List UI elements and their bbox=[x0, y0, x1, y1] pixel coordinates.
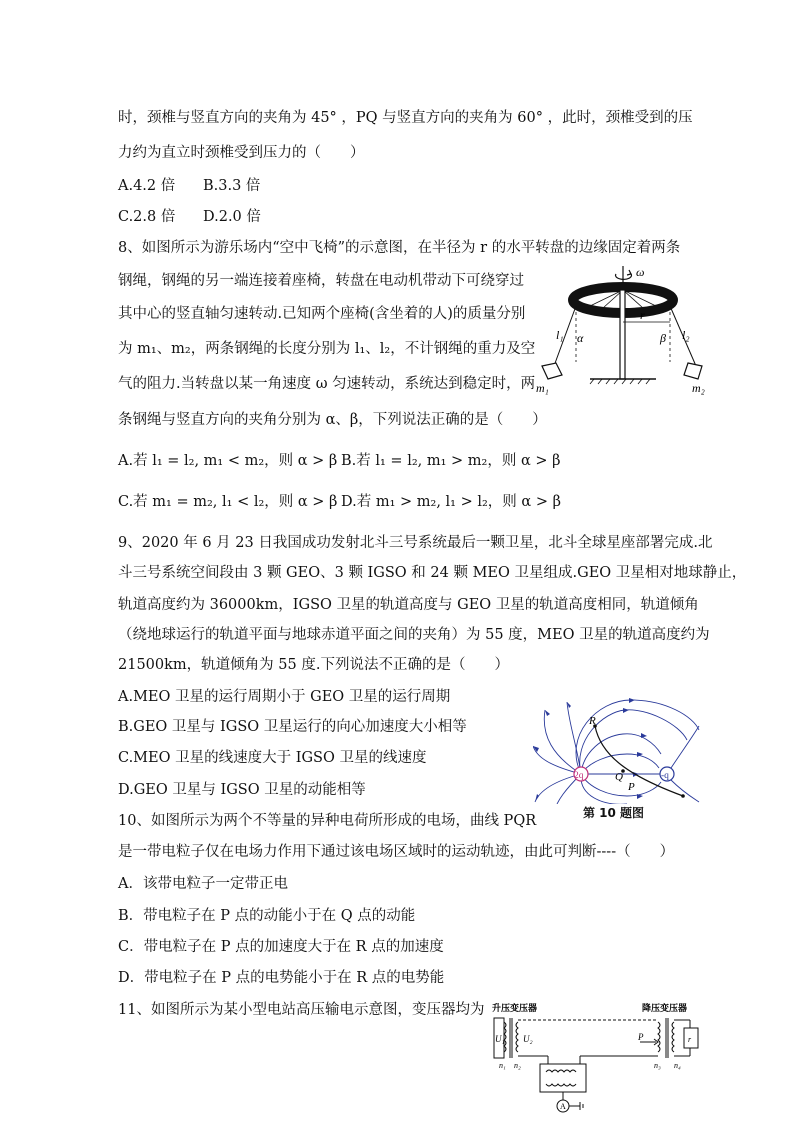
q10-option-c: C．带电粒子在 P 点的加速度大于在 R 点的加速度 bbox=[118, 939, 444, 955]
m2-label: m₂ bbox=[692, 381, 705, 395]
electric-field-figure bbox=[533, 696, 701, 804]
n3-label: n₃ bbox=[654, 1061, 661, 1070]
positive-charge-label: 2q bbox=[574, 771, 584, 781]
figure-10-caption: 第 10 题图 bbox=[583, 806, 645, 820]
flying-chairs-figure bbox=[532, 262, 716, 397]
q10-line-1: 10、如图所示为两个不等量的异种电荷所形成的电场，曲线 PQR bbox=[118, 813, 537, 829]
q7-option-b: B.3.3 倍 bbox=[203, 178, 261, 194]
q9-option-b: B.GEO 卫星与 IGSO 卫星运行的向心加速度大小相等 bbox=[118, 719, 467, 735]
q7-option-d: D.2.0 倍 bbox=[203, 209, 261, 225]
q7-option-a: A.4.2 倍 bbox=[118, 178, 176, 194]
q8-line-5: 气的阻力.当转盘以某一角速度 ω 匀速转动，系统达到稳定时，两 bbox=[118, 376, 536, 392]
power-transmission-figure bbox=[490, 1000, 704, 1120]
m1-label: m₁ bbox=[536, 381, 549, 395]
q8-option-a: A.若 l₁ = l₂, m₁ < m₂，则 α > β bbox=[118, 453, 338, 469]
q8-line-2: 钢绳，钢绳的另一端连接着座椅，转盘在电动机带动下可绕穿过 bbox=[118, 273, 524, 289]
point-p-label: P bbox=[628, 781, 635, 793]
q8-line-3: 其中心的竖直轴匀速转动.已知两个座椅(含坐着的人)的质量分别 bbox=[118, 306, 526, 322]
q8-option-d: D.若 m₁ > m₂, l₁ > l₂，则 α > β bbox=[341, 494, 561, 510]
seat-right bbox=[684, 363, 702, 379]
omega-label: ω bbox=[636, 265, 645, 279]
alpha-label: α bbox=[577, 331, 584, 345]
q10-option-a: A．该带电粒子一定带正电 bbox=[118, 876, 288, 892]
negative-charge-label: -q bbox=[661, 771, 669, 781]
ammeter-label: A bbox=[560, 1102, 566, 1111]
step-up-label: 升压变压器 bbox=[492, 1003, 538, 1013]
beta-label: β bbox=[660, 331, 666, 345]
n2-label: n₂ bbox=[514, 1061, 521, 1070]
q7-option-c: C.2.8 倍 bbox=[118, 209, 176, 225]
central-pole bbox=[620, 290, 625, 379]
q8-option-c: C.若 m₁ = m₂, l₁ < l₂，则 α > β bbox=[118, 494, 338, 510]
l1-label: l₁ bbox=[556, 328, 564, 342]
q10-line-2: 是一带电粒子仅在电场力作用下通过该电场区域时的运动轨迹，由此可判断----（ ） bbox=[118, 844, 675, 860]
q8-line-4: 为 m₁、m₂，两条钢绳的长度分别为 l₁、l₂，不计钢绳的重力及空 bbox=[118, 341, 536, 357]
q9-line-5: 21500km，轨道倾角为 55 度.下列说法不正确的是（ ） bbox=[118, 657, 509, 673]
trajectory-pqr bbox=[595, 726, 683, 796]
radius-label: r bbox=[640, 308, 645, 322]
point-r-label: R bbox=[589, 715, 596, 727]
q11-line-1: 11、如图所示为某小型电站高压输电示意图，变压器均为 bbox=[118, 1002, 485, 1018]
point-q-label: Q bbox=[615, 771, 623, 783]
q9-line-2: 斗三号系统空间段由 3 颗 GEO、3 颗 IGSO 和 24 颗 MEO 卫星组成.GEO 卫星相对地球静止， bbox=[118, 565, 747, 581]
q10-option-b: B．带电粒子在 P 点的动能小于在 Q 点的动能 bbox=[118, 908, 416, 924]
q8-line-6: 条钢绳与竖直方向的夹角分别为 α、β，下列说法正确的是（ ） bbox=[118, 412, 547, 428]
u2-label: U₂ bbox=[523, 1034, 533, 1044]
q7-line-2: 力约为直立时颈椎受到压力的（ ） bbox=[118, 145, 365, 161]
q7-line-1: 时，颈椎与竖直方向的夹角为 45° ，PQ 与竖直方向的夹角为 60° ，此时，颈椎受到的压 bbox=[118, 110, 693, 126]
q8-option-b: B.若 l₁ = l₂, m₁ > m₂，则 α > β bbox=[341, 453, 561, 469]
q9-line-1: 9、2020 年 6 月 23 日我国成功发射北斗三号系统最后一颗卫星，北斗全球星座部署完成.北 bbox=[118, 535, 713, 551]
q9-option-d: D.GEO 卫星与 IGSO 卫星的动能相等 bbox=[118, 782, 366, 798]
n1-label: n₁ bbox=[499, 1061, 506, 1070]
step-down-label: 降压变压器 bbox=[642, 1003, 688, 1013]
point-p-label-q11: P bbox=[638, 1032, 644, 1042]
q9-line-3: 轨道高度约为 36000km，IGSO 卫星的轨道高度与 GEO 卫星的轨道高度相同，轨道倾角 bbox=[118, 597, 699, 613]
n4-label: n₄ bbox=[674, 1061, 681, 1070]
q9-option-a: A.MEO 卫星的运行周期小于 GEO 卫星的运行周期 bbox=[118, 689, 451, 705]
load-r-label: r bbox=[688, 1035, 692, 1044]
q9-line-4: （绕地球运行的轨道平面与地球赤道平面之间的夹角）为 55 度，MEO 卫星的轨道高度约为 bbox=[118, 627, 710, 643]
u1-label: U₁ bbox=[495, 1034, 505, 1044]
q8-line-1: 8、如图所示为游乐场内“空中飞椅”的示意图，在半径为 r 的水平转盘的边缘固定着两条 bbox=[118, 240, 681, 256]
q10-option-d: D．带电粒子在 P 点的电势能小于在 R 点的电势能 bbox=[118, 970, 445, 986]
q9-option-c: C.MEO 卫星的线速度大于 IGSO 卫星的线速度 bbox=[118, 750, 427, 766]
l2-label: l₂ bbox=[682, 328, 690, 342]
seat-left bbox=[542, 363, 562, 379]
